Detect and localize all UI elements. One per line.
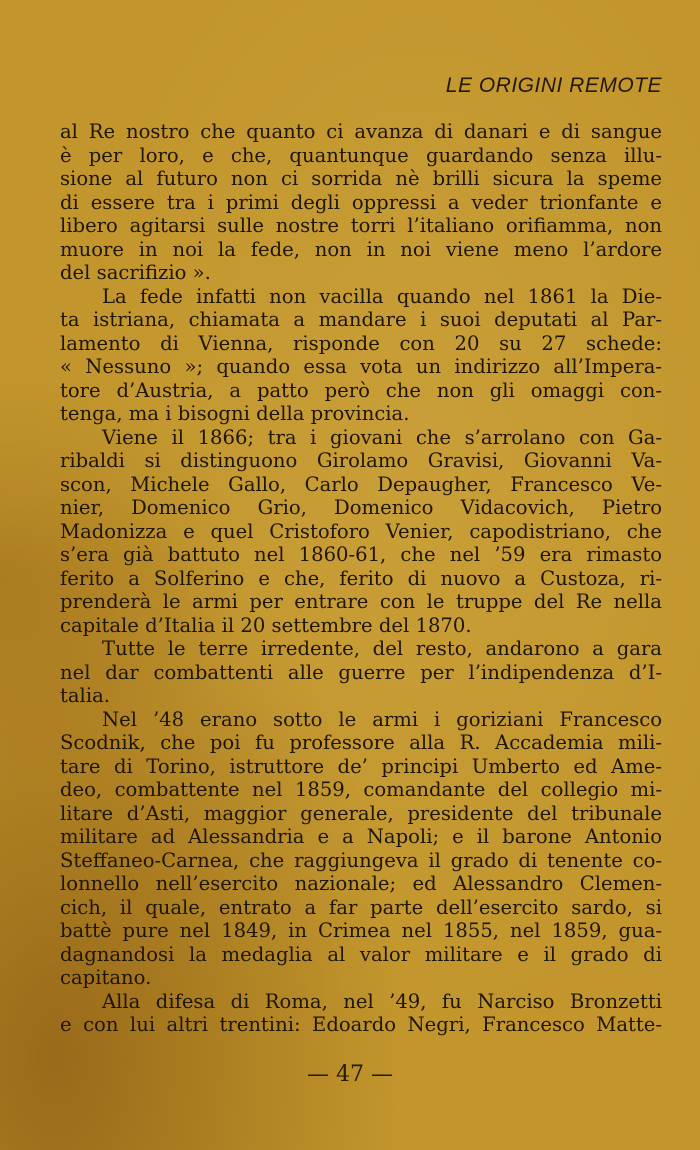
text-line: battè pure nel 1849, in Crimea nel 1855, nel 1859, gua- (60, 919, 662, 942)
text-line: militare ad Alessandria e a Napoli; e il barone Antonio (60, 825, 662, 848)
text-line: Madonizza e quel Cristoforo Venier, capodistriano, che (60, 519, 662, 543)
text-line: Scodnik, che poi fu professore alla R. Accademia mili- (60, 731, 662, 754)
text-line: capitano. (60, 966, 152, 989)
text-line: Steffaneo-Carnea, che raggiungeva il grado di tenente co- (60, 848, 662, 872)
text-line: Tutte le terre irredente, del resto, andarono a gara (102, 637, 662, 660)
running-head: LE ORIGINI REMOTE (445, 74, 662, 97)
text-line: muore in noi la fede, non in noi viene meno l’ardore (60, 237, 662, 261)
text-line: La fede infatti non vacilla quando nel 1861 la Die- (102, 284, 662, 308)
text-line: tore d’Austria, a patto però che non gli omaggi con- (60, 378, 662, 402)
text-line: capitale d’Italia il 20 settembre del 1870. (60, 613, 472, 637)
text-line: nier, Domenico Grio, Domenico Vidacovich, Pietro (60, 496, 662, 519)
text-line: tenga, ma i bisogni della provincia. (60, 402, 410, 425)
text-line: del sacrifizio ». (60, 261, 211, 284)
text-line: Alla difesa di Roma, nel ’49, fu Narciso Bronzetti (102, 989, 662, 1013)
text-line: litare d’Asti, maggior generale, presidente del tribunale (60, 801, 662, 825)
text-line: nel dar combattenti alle guerre per l’indipendenza d’I- (60, 660, 662, 684)
text-line: ta istriana, chiamata a mandare i suoi deputati al Par- (60, 308, 662, 331)
text-line: dagnandosi la medaglia al valor militare e il grado di (60, 942, 662, 966)
text-line: e con lui altri trentini: Edoardo Negri, Francesco Matte- (60, 1013, 662, 1036)
text-line: « Nessuno »; quando essa vota un indirizzo all’Impera- (60, 355, 662, 378)
text-line: prenderà le armi per entrare con le truppe del Re nella (60, 590, 662, 613)
page-number: — 47 — (307, 1062, 393, 1087)
text-line: sione al futuro non ci sorrida nè brilli sicura la speme (60, 167, 662, 190)
text-line: al Re nostro che quanto ci avanza di danari e di sangue (60, 120, 662, 143)
text-line: è per loro, e che, quantunque guardando senza illu- (60, 143, 662, 167)
text-line: ribaldi si distinguono Girolamo Gravisi, Giovanni Va- (60, 449, 662, 472)
text-line: Nel ’48 erano sotto le armi i goriziani Francesco (102, 707, 662, 731)
text-line: Viene il 1866; tra i giovani che s’arrolano con Ga- (102, 425, 662, 449)
text-line: lonnello nell’esercito nazionale; ed Alessandro Clemen- (60, 872, 662, 895)
text-line: ferito a Solferino e che, ferito di nuovo a Custoza, ri- (60, 566, 662, 590)
text-line: cich, il quale, entrato a far parte dell’esercito sardo, si (60, 895, 662, 919)
body-text (60, 120, 662, 1037)
text-line: s’era già battuto nel 1860-61, che nel ’59 era rimasto (60, 543, 662, 566)
text-line: tare di Torino, istruttore de’ principi Umberto ed Ame- (60, 754, 662, 778)
text-line: talia. (60, 684, 110, 707)
text-line: di essere tra i primi degli oppressi a veder trionfante e (60, 190, 662, 214)
text-line: lamento di Vienna, risponde con 20 su 27 schede: (60, 331, 662, 355)
text-line: libero agitarsi sulle nostre torri l’italiano orifiamma, non (60, 214, 662, 237)
text-line: deo, combattente nel 1859, comandante del collegio mi- (60, 778, 662, 801)
text-line: scon, Michele Gallo, Carlo Depaugher, Francesco Ve- (60, 472, 662, 496)
